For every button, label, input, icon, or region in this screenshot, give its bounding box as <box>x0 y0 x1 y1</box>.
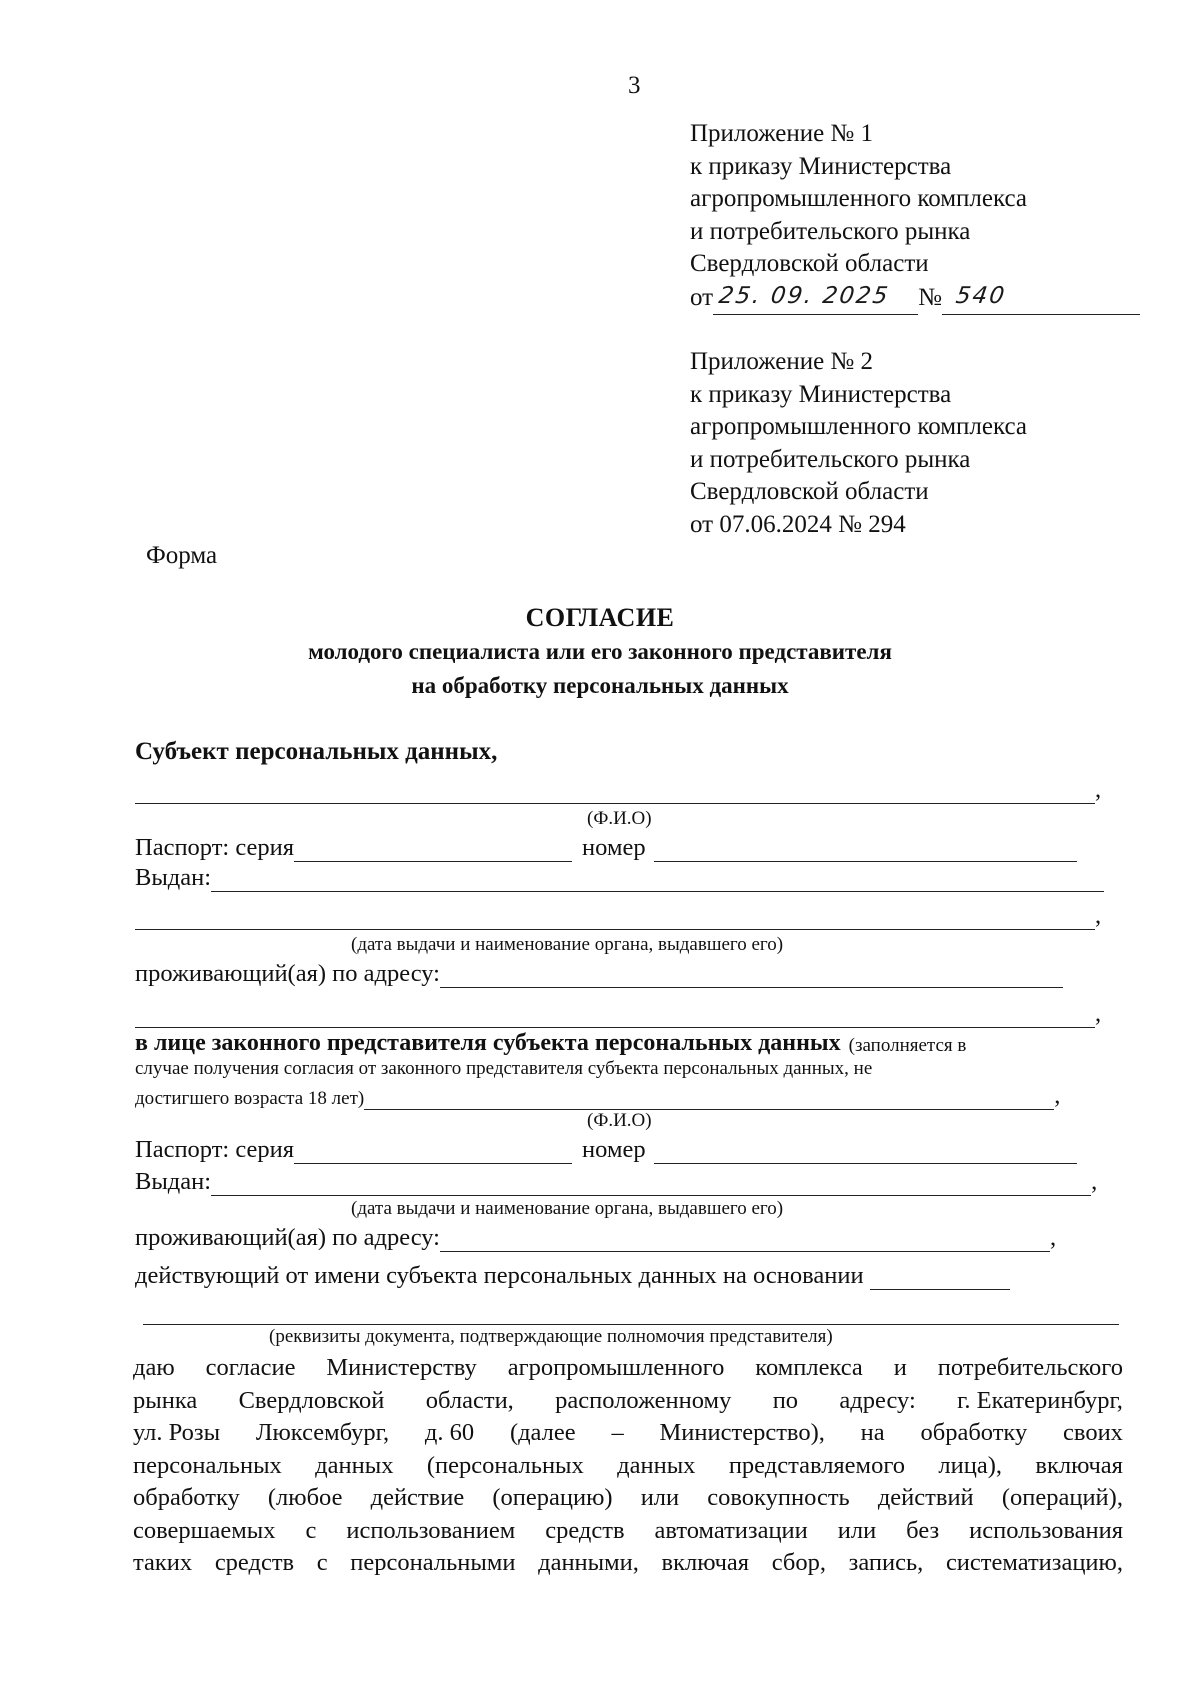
consent-word: систематизацию, <box>945 1549 1123 1576</box>
subject-passport-number-field[interactable] <box>654 839 1077 862</box>
passport-number-label: номер <box>582 834 646 861</box>
comma: , <box>1095 776 1102 803</box>
representative-note-a: (заполняется в <box>848 1035 967 1056</box>
consent-word: действие <box>370 1484 465 1511</box>
consent-word: с <box>316 1549 328 1576</box>
representative-issued-field[interactable] <box>211 1173 1091 1196</box>
consent-word: данными, <box>538 1549 639 1576</box>
appendix-1-line: Свердловской области <box>690 250 929 277</box>
appendix-2-line: и потребительского рынка <box>690 445 971 473</box>
consent-word: адресу: <box>839 1386 916 1414</box>
subject-address-field-2[interactable] <box>135 1005 1095 1028</box>
page-number: 3 <box>628 72 641 99</box>
appendix-1-line: к приказу Министерства <box>690 152 952 180</box>
consent-word: персональных <box>133 1451 282 1479</box>
representative-fio-field[interactable] <box>364 1087 1054 1110</box>
representative-acting-row <box>135 1262 1010 1290</box>
consent-word: персональными <box>350 1549 516 1576</box>
consent-word: использования <box>969 1516 1123 1544</box>
title-main: СОГЛАСИЕ <box>525 603 675 632</box>
handwritten-date: 25. 09. 2025 <box>717 283 892 309</box>
representative-issued-row <box>135 1168 1097 1196</box>
consent-word: (любое <box>267 1484 343 1511</box>
appendix-1-line: и потребительского рынка <box>690 217 971 245</box>
consent-word: области, <box>425 1386 514 1414</box>
consent-line <box>133 1450 1123 1483</box>
representative-address-row <box>135 1224 1056 1252</box>
number-label: № <box>918 284 942 311</box>
consent-word: Люксембург, <box>255 1419 390 1446</box>
consent-word: таких <box>133 1549 193 1576</box>
subject-passport-series-field[interactable] <box>294 839 572 862</box>
consent-word: расположенному <box>555 1386 732 1414</box>
representative-address-field[interactable] <box>440 1229 1050 1252</box>
consent-word: согласие <box>205 1354 296 1381</box>
consent-word: и <box>893 1354 907 1381</box>
consent-word: использованием <box>346 1516 516 1544</box>
handwritten-number: 540 <box>954 283 1008 309</box>
consent-word: с <box>305 1516 317 1544</box>
acting-label: действующий от имени субъекта персональных данных на основании <box>135 1262 864 1289</box>
consent-word: или <box>640 1484 680 1511</box>
consent-word: сбор, <box>771 1549 826 1576</box>
document-details-field[interactable] <box>143 1302 1119 1325</box>
consent-word: г. Екатеринбург, <box>957 1386 1123 1414</box>
appendix-1-line: Приложение № 1 <box>690 120 874 147</box>
representative-heading: в лице законного представителя субъекта персональных данных <box>135 1030 841 1056</box>
representative-fio-row <box>135 1082 1060 1110</box>
passport-series-label: Паспорт: серия <box>135 1136 295 1163</box>
subject-address-field[interactable] <box>440 965 1063 988</box>
address-label: проживающий(ая) по адресу: <box>135 1224 440 1251</box>
consent-line <box>133 1385 1123 1418</box>
consent-word: обработку <box>920 1419 1028 1446</box>
comma: , <box>1091 1168 1098 1195</box>
appendix-2-line: от 07.06.2024 № 294 <box>690 510 906 538</box>
consent-word: включая <box>661 1549 750 1576</box>
title-subtitle-2: на обработку персональных данных <box>411 673 789 698</box>
consent-line <box>133 1547 1123 1580</box>
appendix-2-line: Свердловской области <box>690 478 929 505</box>
subject-fio-field[interactable] <box>135 781 1095 804</box>
subject-issued-row-2 <box>135 902 1101 930</box>
representative-note-text: случае получения согласия от законного представителя субъекта персональных данных, не <box>135 1058 873 1079</box>
subject-issued-field[interactable] <box>211 869 1104 892</box>
appendix-2-line: агропромышленного комплекса <box>690 413 1028 440</box>
consent-word: лица), <box>938 1451 1002 1479</box>
consent-word: данных <box>617 1451 696 1479</box>
consent-word: Министерству <box>326 1354 477 1381</box>
consent-line <box>133 1417 1123 1450</box>
comma: , <box>1095 1000 1102 1027</box>
consent-word: обработку <box>133 1484 240 1511</box>
consent-word: автоматизации <box>654 1516 808 1544</box>
consent-word: даю <box>133 1354 175 1381</box>
consent-word: включая <box>1035 1451 1123 1479</box>
representative-passport-row <box>135 1136 1077 1164</box>
comma: , <box>1054 1082 1061 1109</box>
passport-series-label: Паспорт: серия <box>135 834 295 861</box>
consent-word: представляемого <box>728 1451 906 1479</box>
consent-word: без <box>906 1516 940 1544</box>
consent-word: на <box>860 1419 885 1446</box>
consent-word: средств <box>214 1549 295 1576</box>
appendix-2-line: к приказу Министерства <box>690 380 952 408</box>
consent-word: (далее <box>509 1419 576 1446</box>
consent-word: ул. Розы <box>133 1419 221 1446</box>
consent-word: или <box>837 1516 877 1544</box>
appendix-1-line: агропромышленного комплекса <box>690 185 1028 212</box>
comma: , <box>1049 1224 1057 1251</box>
representative-passport-series-field[interactable] <box>294 1141 572 1164</box>
consent-word: агропромышленного <box>507 1354 725 1381</box>
issued-caption: (дата выдачи и наименование органа, выдавшего его) <box>351 1198 784 1219</box>
acting-basis-field[interactable] <box>870 1267 1010 1290</box>
title-subtitle-1: молодого специалиста или его законного представителя <box>308 639 892 664</box>
consent-word: (операций), <box>1001 1484 1123 1511</box>
consent-word: запись, <box>848 1549 924 1576</box>
consent-line <box>133 1352 1123 1385</box>
consent-word: (операцию) <box>492 1484 613 1511</box>
consent-paragraph <box>133 1352 1123 1580</box>
document-details-row <box>143 1302 1119 1325</box>
from-label: от <box>690 284 714 311</box>
consent-word: комплекса <box>755 1354 863 1381</box>
fio-caption: (Ф.И.О) <box>587 808 652 829</box>
consent-word: данных <box>315 1451 394 1479</box>
issued-label: Выдан: <box>135 1168 212 1195</box>
form-label: Форма <box>146 542 218 569</box>
subject-address-row <box>135 960 1063 988</box>
subject-fio-row <box>135 776 1101 804</box>
subject-address-row-2 <box>135 1000 1101 1028</box>
issued-caption: (дата выдачи и наименование органа, выдавшего его) <box>351 934 784 955</box>
consent-word: Свердловской <box>238 1386 385 1414</box>
consent-word: (персональных <box>426 1451 584 1479</box>
subject-issued-row <box>135 864 1104 892</box>
consent-line <box>133 1482 1123 1515</box>
subject-passport-row <box>135 834 1077 862</box>
representative-passport-number-field[interactable] <box>654 1141 1077 1164</box>
appendix-2-line: Приложение № 2 <box>690 348 874 375</box>
consent-word: потребительского <box>937 1354 1123 1381</box>
representative-heading-row <box>135 1030 966 1057</box>
consent-word: своих <box>1063 1419 1123 1446</box>
issued-label: Выдан: <box>135 864 212 891</box>
consent-word: Министерство), <box>659 1419 825 1446</box>
consent-word: – <box>611 1419 624 1446</box>
consent-word: совершаемых <box>133 1516 276 1544</box>
consent-word: по <box>772 1386 799 1414</box>
consent-line <box>133 1515 1123 1548</box>
comma: , <box>1095 902 1102 929</box>
passport-number-label: номер <box>582 1136 646 1163</box>
consent-word: совокупность <box>707 1484 850 1511</box>
fio-caption: (Ф.И.О) <box>587 1110 652 1131</box>
representative-note-b <box>135 1058 1122 1080</box>
address-label: проживающий(ая) по адресу: <box>135 960 440 987</box>
consent-word: действий <box>877 1484 974 1511</box>
document-caption: (реквизиты документа, подтверждающие полномочия представителя) <box>269 1326 833 1347</box>
consent-word: рынка <box>133 1386 198 1414</box>
representative-note-c: достигшего возраста 18 лет) <box>135 1088 365 1109</box>
subject-heading: Субъект персональных данных, <box>135 738 498 765</box>
consent-word: д. 60 <box>424 1419 475 1446</box>
consent-word: средств <box>545 1516 625 1544</box>
subject-issued-field-2[interactable] <box>135 907 1095 930</box>
